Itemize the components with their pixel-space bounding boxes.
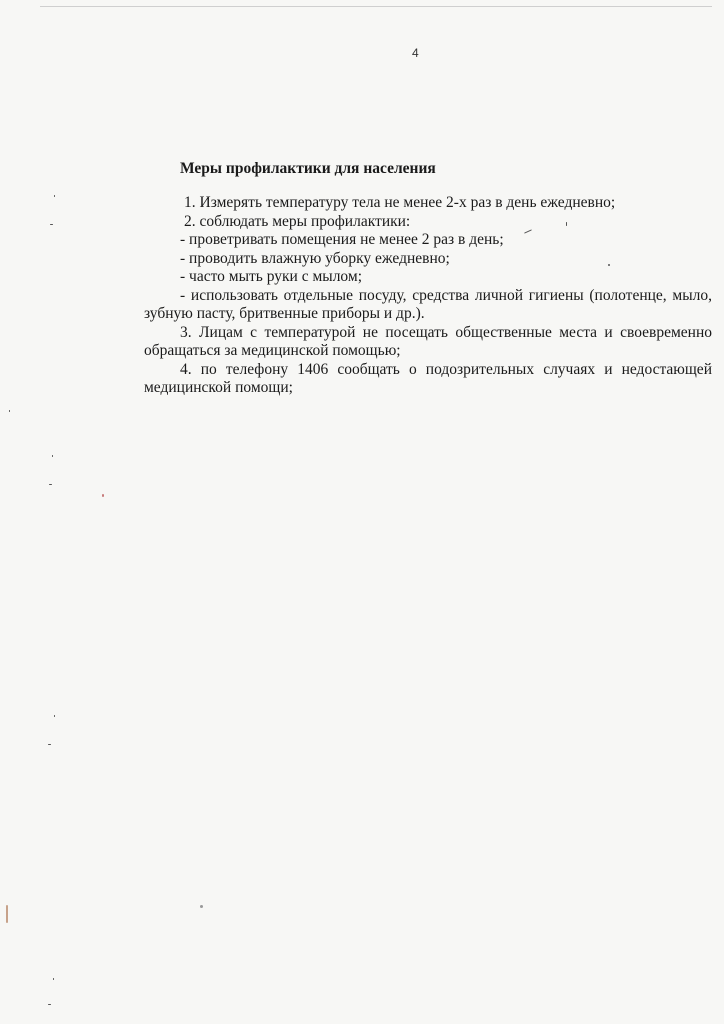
scan-speck [54, 195, 55, 197]
scan-speck [608, 264, 610, 266]
list-item: - проветривать помещения не менее 2 раз в день; [180, 231, 504, 248]
list-item: - проводить влажную уборку ежедневно; [180, 249, 450, 267]
list-item: 1. Измерять температуру тела не менее 2-х раз в день ежедневно; [184, 194, 616, 211]
scan-speck [200, 905, 203, 908]
scan-speck [53, 978, 54, 980]
document-heading: Меры профилактики для населения [180, 160, 436, 177]
scan-speck [48, 744, 51, 745]
scan-speck [48, 1004, 51, 1005]
list-item: 2. соблюдать меры профилактики: [184, 212, 411, 230]
scan-speck [50, 224, 53, 225]
list-item: 4. по телефону 1406 сообщать о подозрительных случаях и недостающей медицинской помощи; [144, 360, 712, 396]
list-item: - использовать отдельные посуду, средства личной гигиены (полотенце, мыло, зубную пасту, бритвенные приборы и др.). [144, 286, 712, 322]
list-item: - часто мыть руки с мылом; [180, 268, 363, 285]
scan-speck [9, 410, 10, 412]
list-item: 3. Лицам с температурой не посещать общественные места и своевременно обращаться за медицинской помощью; [144, 323, 712, 359]
scan-speck [102, 494, 104, 497]
scan-speck [566, 222, 567, 226]
scan-speck [52, 455, 53, 457]
measures-list [144, 194, 712, 398]
scan-top-edge [40, 6, 712, 7]
scan-speck [54, 715, 55, 717]
page-number: 4 [412, 46, 419, 60]
scan-speck [6, 905, 8, 923]
scan-speck [49, 484, 52, 485]
